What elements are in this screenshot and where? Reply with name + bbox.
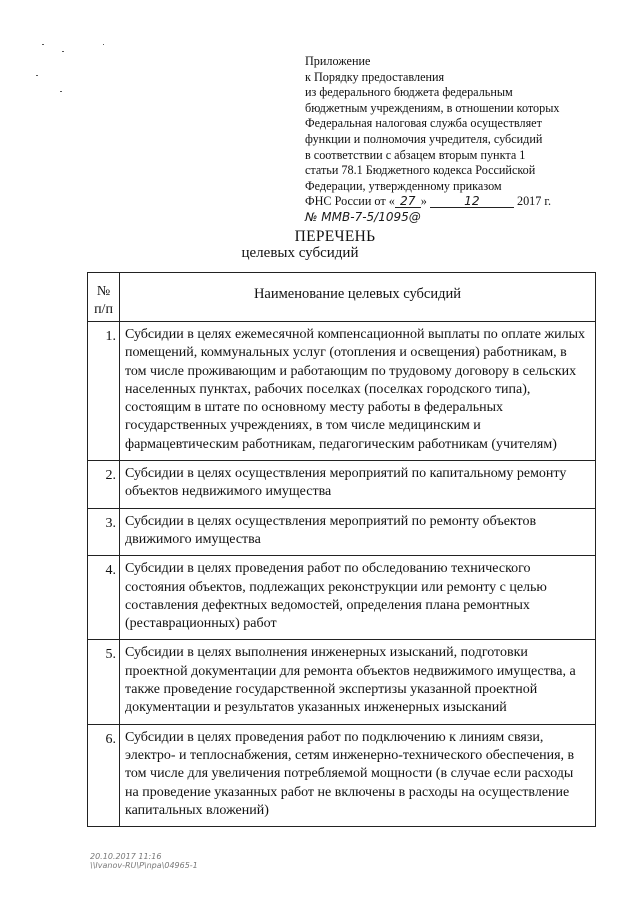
- annex-line: функции и полномочия учредителя, субсидий: [305, 131, 543, 146]
- scan-speck: [42, 44, 44, 45]
- annex-line: Приложение: [305, 54, 371, 68]
- scan-speck: [36, 75, 38, 76]
- annex-line: в соответствии с абзацем вторым пункта 1: [305, 147, 526, 162]
- row-number: 5.: [88, 640, 120, 724]
- row-text: Субсидии в целях проведения работ по обследованию технического состояния объектов, подлежащих реконструкции или ремонту с целью составления дефектных ведомостей, определения плана ремонтных (реставрационных) работ: [120, 556, 596, 640]
- annex-block: [305, 54, 605, 226]
- row-text: Субсидии в целях проведения работ по подключению к линиям связи, электро- и теплоснабжения, сетям инженерно-технического обеспечения, в том числе для увеличения потребляемой мощности (в случае если расходы на проведение указанных работ не включены в расходы на осуществление капитальных вложений): [120, 724, 596, 826]
- order-day: 27: [395, 195, 421, 208]
- table-row: [88, 461, 596, 509]
- annex-line: к Порядку предоставления: [305, 69, 445, 84]
- row-number: 6.: [88, 724, 120, 826]
- scan-speck: [103, 44, 104, 45]
- footer-timestamp: 20.10.2017 11:16: [90, 852, 162, 861]
- scan-speck: [62, 51, 64, 52]
- table-row: [88, 322, 596, 461]
- table-row: [88, 556, 596, 640]
- order-number: № ММВ-7-5/1095@: [305, 209, 421, 224]
- row-text: Субсидии в целях осуществления мероприятий по капитальному ремонту объектов недвижимого имущества: [120, 461, 596, 509]
- order-month: 12: [430, 195, 514, 208]
- subsidies-table: [87, 272, 596, 827]
- annex-line: Федеральная налоговая служба осуществляет: [305, 116, 542, 131]
- table-row: [88, 508, 596, 556]
- row-text: Субсидии в целях выполнения инженерных изысканий, подготовки проектной документации для ремонта объектов недвижимого имущества, а также проведение государственной экспертизы указанной проектной документации и результатов указанных инженерных изысканий: [120, 640, 596, 724]
- column-header-number: [88, 273, 120, 322]
- order-date-mid: »: [420, 194, 427, 209]
- annex-line: Федерации, утвержденному приказом: [305, 178, 502, 193]
- print-footer: [90, 852, 198, 870]
- table-row: [88, 724, 596, 826]
- order-year: 2017 г.: [516, 194, 552, 209]
- annex-line: из федерального бюджета федеральным: [305, 85, 513, 100]
- table-row: [88, 640, 596, 724]
- row-text: Субсидии в целях ежемесячной компенсационной выплаты по оплате жилых помещений, коммунальных услуг (отопления и освещения) работникам, в том числе проживающим и работающим по трудовому договору в сельских населенных пунктах, рабочих поселках (поселках городского типа), состоящим в штате по основному месту работы в федеральных государственных учреждениях, в том числе медицинским и фармацевтическим работникам, педагогическим работникам (учителям): [120, 322, 596, 461]
- table-header-row: [88, 273, 596, 322]
- document-title: ПЕРЕЧЕНЬ: [294, 228, 376, 245]
- footer-path: \\Ivanov-RU\P\npa\04965-1: [90, 861, 198, 870]
- annex-line: статьи 78.1 Бюджетного кодекса Российской: [305, 163, 536, 178]
- column-header-number-line2: п/п: [94, 302, 113, 318]
- scan-speck: [60, 91, 62, 92]
- order-date-prefix: ФНС России от «: [305, 194, 395, 209]
- row-number: 4.: [88, 556, 120, 640]
- annex-line: бюджетным учреждениям, в отношении которых: [305, 100, 560, 115]
- document-subtitle: целевых субсидий: [241, 245, 359, 261]
- row-text: Субсидии в целях осуществления мероприятий по ремонту объектов движимого имущества: [120, 508, 596, 556]
- column-header-name: Наименование целевых субсидий: [120, 273, 596, 322]
- row-number: 3.: [88, 508, 120, 556]
- order-date-line: [305, 194, 605, 210]
- row-number: 2.: [88, 461, 120, 509]
- row-number: 1.: [88, 322, 120, 461]
- column-header-number-line1: №: [96, 284, 111, 299]
